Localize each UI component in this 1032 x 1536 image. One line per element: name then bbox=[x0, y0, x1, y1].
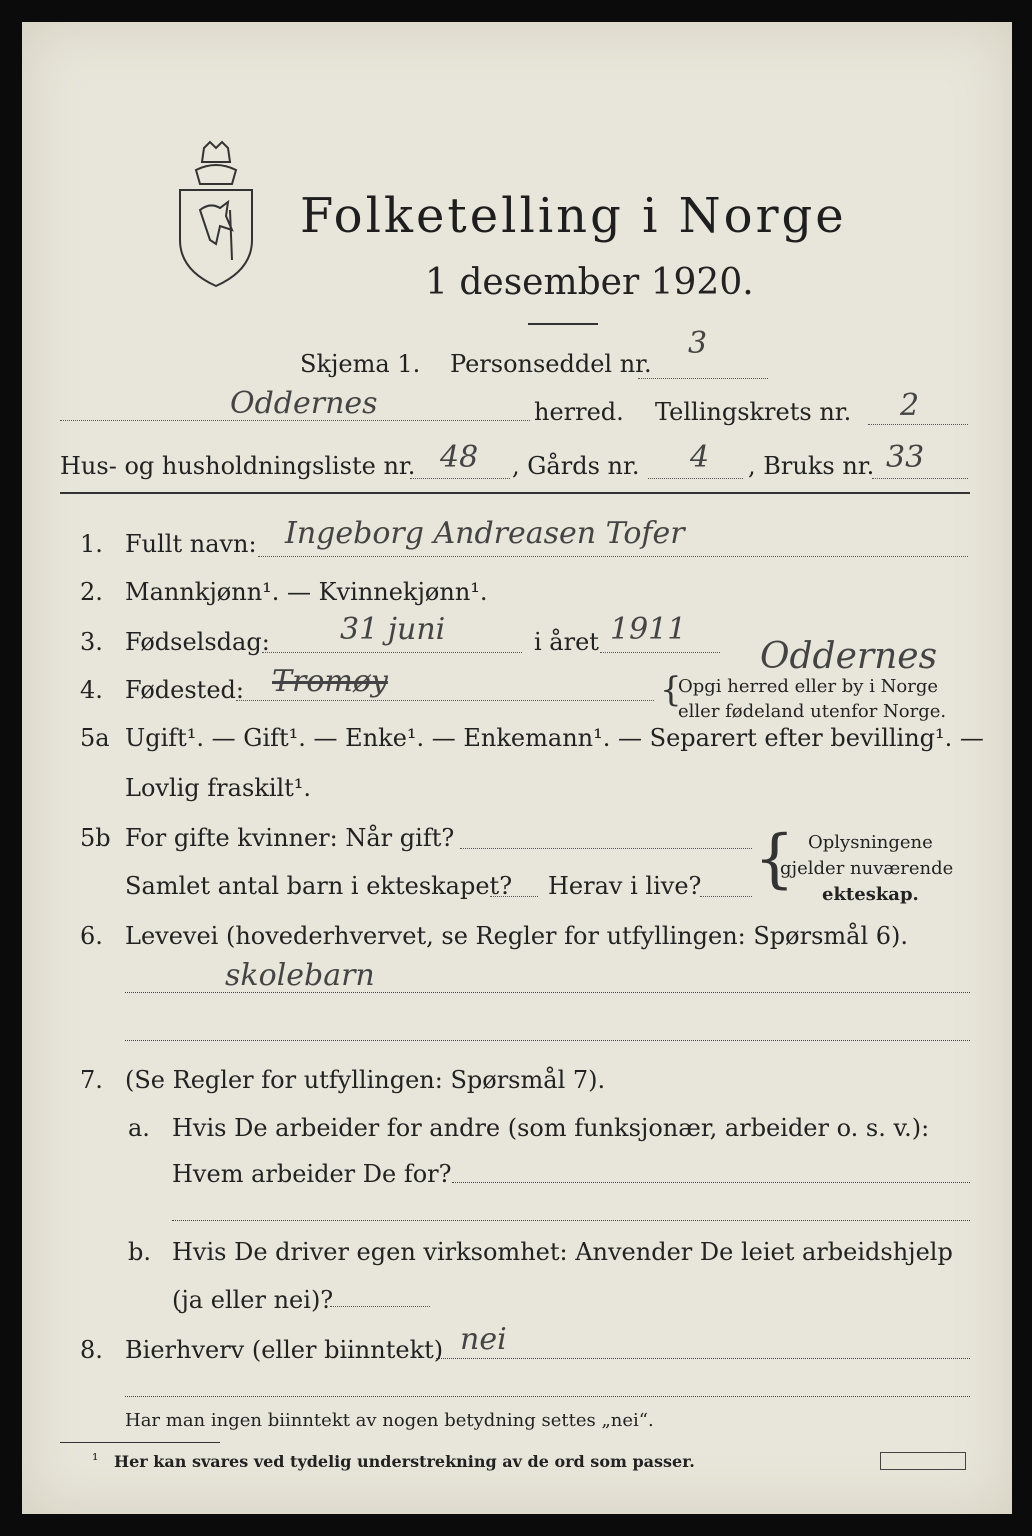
q5b-label: For gifte kvinner: Når gift? bbox=[125, 824, 455, 852]
bruks-field[interactable] bbox=[872, 478, 968, 479]
birthday-field[interactable] bbox=[262, 652, 522, 653]
tellingskrets-label: Tellingskrets nr. bbox=[655, 398, 852, 426]
q7-number: 7. bbox=[80, 1066, 103, 1094]
herred-value: Oddernes bbox=[230, 386, 378, 421]
q5b-note-2: gjelder nuværende bbox=[780, 858, 954, 879]
hus-field[interactable] bbox=[410, 478, 510, 479]
occupation-value: skolebarn bbox=[225, 958, 375, 993]
hus-value: 48 bbox=[440, 440, 479, 475]
footer-note: Har man ingen biinntekt av nogen betydning settes „nei“. bbox=[125, 1410, 654, 1431]
employer-field[interactable] bbox=[452, 1182, 970, 1183]
q7a-label-2: Hvem arbeider De for? bbox=[172, 1160, 452, 1188]
q7a-label: Hvis De arbeider for andre (som funksjonær, arbeider o. s. v.): bbox=[172, 1114, 930, 1142]
q3-year-label: i året bbox=[534, 628, 599, 656]
q1-label: Fullt navn: bbox=[125, 530, 257, 558]
side-income-value: nei bbox=[460, 1322, 507, 1357]
q7b-number: b. bbox=[128, 1238, 151, 1266]
gards-value: 4 bbox=[690, 440, 710, 475]
q5a-label-2: Lovlig fraskilt¹. bbox=[125, 774, 312, 802]
q5b-number: 5b bbox=[80, 824, 111, 852]
tellingskrets-field[interactable] bbox=[868, 424, 968, 425]
birth-year-field[interactable] bbox=[600, 652, 720, 653]
q6-label: Levevei (hovederhvervet, se Regler for utfyllingen: Spørsmål 6). bbox=[125, 922, 909, 950]
q1-number: 1. bbox=[80, 530, 103, 558]
q5b-brace: { bbox=[754, 822, 795, 896]
birth-year-value: 1911 bbox=[610, 612, 687, 647]
occupation-field-2[interactable] bbox=[125, 1040, 970, 1041]
side-income-field[interactable] bbox=[436, 1358, 970, 1359]
title-divider bbox=[528, 323, 598, 325]
q4-number: 4. bbox=[80, 676, 103, 704]
footnote-text: Her kan svares ved tydelig understrekning av de ord som passer. bbox=[114, 1452, 695, 1471]
q3-label: Fødselsdag: bbox=[125, 628, 270, 656]
hired-help-field[interactable] bbox=[330, 1306, 430, 1307]
bruks-label: , Bruks nr. bbox=[748, 452, 875, 480]
q7-label: (Se Regler for utfyllingen: Spørsmål 7). bbox=[125, 1066, 606, 1094]
header-divider bbox=[60, 492, 970, 494]
married-date-field[interactable] bbox=[460, 848, 752, 849]
footnote-divider bbox=[60, 1442, 220, 1443]
personseddel-value: 3 bbox=[688, 326, 708, 361]
side-income-field-2[interactable] bbox=[125, 1396, 970, 1397]
q7b-label-2: (ja eller nei)? bbox=[172, 1286, 334, 1314]
q4-label: Fødested: bbox=[125, 676, 244, 704]
gards-label: , Gårds nr. bbox=[512, 452, 640, 480]
herred-label: herred. bbox=[534, 398, 624, 426]
personseddel-label: Personseddel nr. bbox=[450, 350, 652, 378]
hus-label: Hus- og husholdningsliste nr. bbox=[60, 452, 416, 480]
bruks-value: 33 bbox=[886, 440, 925, 475]
full-name-value: Ingeborg Andreasen Tofer bbox=[285, 516, 685, 551]
tellingskrets-value: 2 bbox=[900, 388, 920, 423]
q5b-note-1: Oplysningene bbox=[808, 832, 933, 853]
birthplace-field[interactable] bbox=[236, 700, 654, 701]
personseddel-field[interactable] bbox=[638, 378, 768, 379]
q3-number: 3. bbox=[80, 628, 103, 656]
q5b-note-3: ekteskap. bbox=[822, 884, 919, 905]
q6-number: 6. bbox=[80, 922, 103, 950]
children-total-field[interactable] bbox=[490, 896, 538, 897]
q4-note-2: eller fødeland utenfor Norge. bbox=[678, 701, 947, 722]
q5a-label: Ugift¹. — Gift¹. — Enke¹. — Enkemann¹. — Separert efter bevilling¹. — bbox=[125, 724, 984, 752]
q5b-label-2: Samlet antal barn i ekteskapet? bbox=[125, 872, 513, 900]
q2-number: 2. bbox=[80, 578, 103, 606]
skjema-label: Skjema 1. bbox=[300, 350, 421, 378]
form-title: Folketelling i Norge bbox=[300, 188, 847, 244]
q5b-label-3: Herav i live? bbox=[548, 872, 702, 900]
q8-number: 8. bbox=[80, 1336, 103, 1364]
birthday-value: 31 juni bbox=[340, 612, 446, 647]
gards-field[interactable] bbox=[648, 478, 743, 479]
q2-label: Mannkjønn¹. — Kvinnekjønn¹. bbox=[125, 578, 488, 606]
birthplace-crossed-value: Tromøy bbox=[272, 664, 388, 699]
q7b-label: Hvis De driver egen virksomhet: Anvender De leiet arbeidshjelp bbox=[172, 1238, 953, 1266]
q5a-number: 5a bbox=[80, 724, 110, 752]
norwegian-coat-of-arms-icon bbox=[170, 140, 262, 290]
children-living-field[interactable] bbox=[700, 896, 752, 897]
q7a-number: a. bbox=[128, 1114, 150, 1142]
q4-brace: { bbox=[660, 670, 682, 710]
employer-field-2[interactable] bbox=[172, 1220, 970, 1221]
form-date: 1 desember 1920. bbox=[425, 262, 754, 303]
q8-label: Bierhverv (eller biinntekt) bbox=[125, 1336, 444, 1364]
printer-stamp bbox=[880, 1452, 966, 1470]
footnote-mark: ¹ bbox=[92, 1450, 99, 1469]
q4-note-1: Opgi herred eller by i Norge bbox=[678, 676, 939, 697]
full-name-field[interactable] bbox=[258, 556, 968, 557]
birthplace-value: Oddernes bbox=[760, 636, 938, 677]
